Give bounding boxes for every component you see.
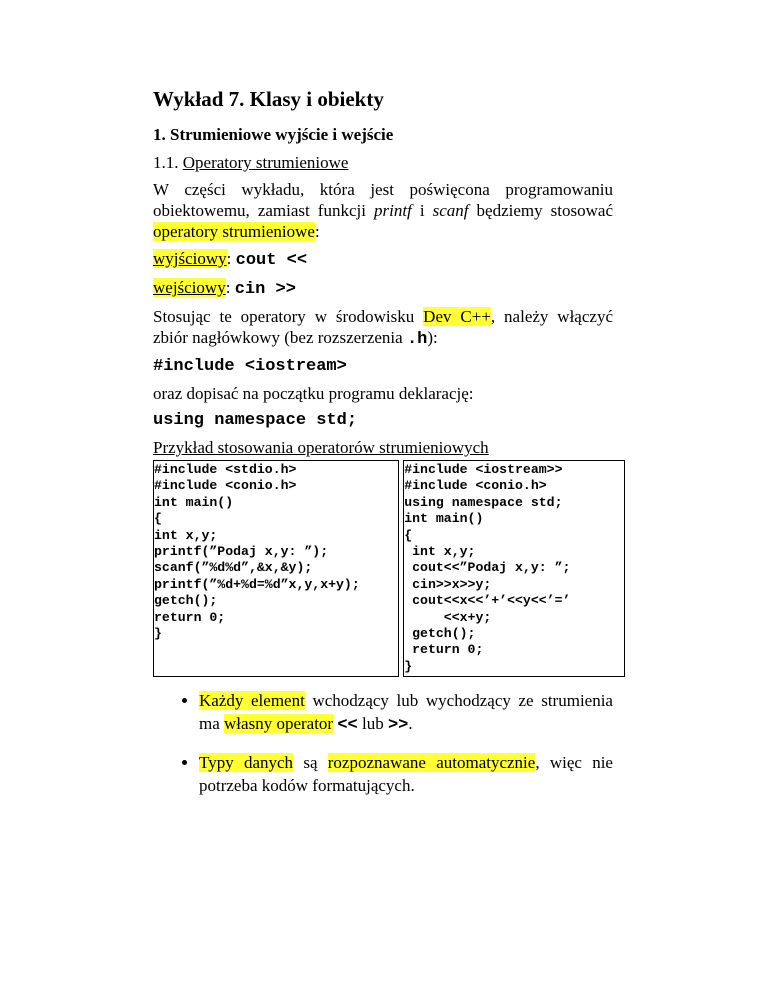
input-operator-code: cin >>: [234, 280, 296, 299]
highlighted-term: Dev C++: [423, 307, 491, 326]
output-label: wyjściowy: [153, 249, 227, 268]
highlighted-term: rozpoznawane automatycznie: [327, 753, 536, 773]
text-run: :: [225, 278, 235, 297]
input-label: wejściowy: [153, 278, 226, 297]
list-item: [199, 689, 613, 737]
output-operator-line: [153, 248, 613, 271]
text-run: W części wykładu, która jest poświęcona programowaniu obiektowemu, zamiast funkcji: [153, 180, 613, 220]
section-heading: 1. Strumieniowe wyjście i wejście: [153, 125, 394, 144]
document-page: [153, 78, 613, 811]
page-title: Wykład 7. Klasy i obiekty: [153, 87, 384, 111]
highlighted-term: Każdy element: [199, 691, 305, 711]
highlighted-term: Typy danych: [199, 753, 294, 773]
subsection-heading: [153, 152, 613, 173]
list-item: [199, 751, 613, 797]
highlighted-term: operatory strumieniowe: [153, 222, 315, 241]
text-run: lub: [357, 714, 388, 734]
text-run: :: [314, 222, 320, 241]
text-run: , należy włączyć zbiór nagłówkowy (bez rozszerzenia: [153, 307, 613, 347]
output-operator-code: cout <<: [235, 251, 308, 270]
bullet-list: [153, 689, 613, 797]
text-run: będziemy stosować: [468, 201, 613, 220]
declaration-paragraph: oraz dopisać na początku programu deklarację:: [153, 384, 474, 403]
input-operator-line: [153, 277, 613, 300]
text-run: wchodzący lub wychodzący ze strumienia ma: [199, 691, 613, 734]
text-run: ):: [427, 328, 438, 347]
text-run: są: [293, 753, 328, 773]
scanf-term: scanf: [432, 201, 469, 220]
include-line: #include <iostream>: [153, 357, 347, 376]
text-run: i: [411, 201, 433, 220]
code-comparison-table: [153, 460, 625, 677]
c-code-cell: #include <stdio.h> #include <conio.h> int main() { int x,y; printf(”Podaj x,y: ”); scanf(”%d%d”,&x,&y); printf(”%d+%d=%d”x,y,x+y); getch(); return 0; }: [154, 461, 399, 677]
example-heading: Przykład stosowania operatorów strumieniowych: [153, 438, 489, 457]
cpp-code-cell: #include <iostream>> #include <conio.h> using namespace std; int main() { int x,y; cout<<”Podaj x,y: ”; cin>>x>>y; cout<<x<<’+’<<y<<’=’ <<x+y; getch(); return 0; }: [404, 461, 625, 677]
text-run: .: [408, 714, 413, 734]
subsection-title: Operatory strumieniowe: [182, 153, 349, 172]
devcpp-paragraph: [153, 306, 613, 350]
extension-code: .h: [406, 330, 428, 349]
highlighted-term: własny operator: [224, 714, 334, 734]
text-run: Stosując te operatory w środowisku: [153, 307, 424, 326]
text-run: , więc nie potrzeba kodów formatujących.: [199, 753, 613, 796]
intro-paragraph: [153, 179, 613, 242]
operator-code: >>: [387, 716, 409, 736]
printf-term: printf: [374, 201, 412, 220]
using-line: using namespace std;: [153, 411, 358, 430]
text-run: :: [226, 249, 236, 268]
operator-code: <<: [337, 716, 358, 736]
subsection-number: 1.1.: [153, 153, 183, 172]
